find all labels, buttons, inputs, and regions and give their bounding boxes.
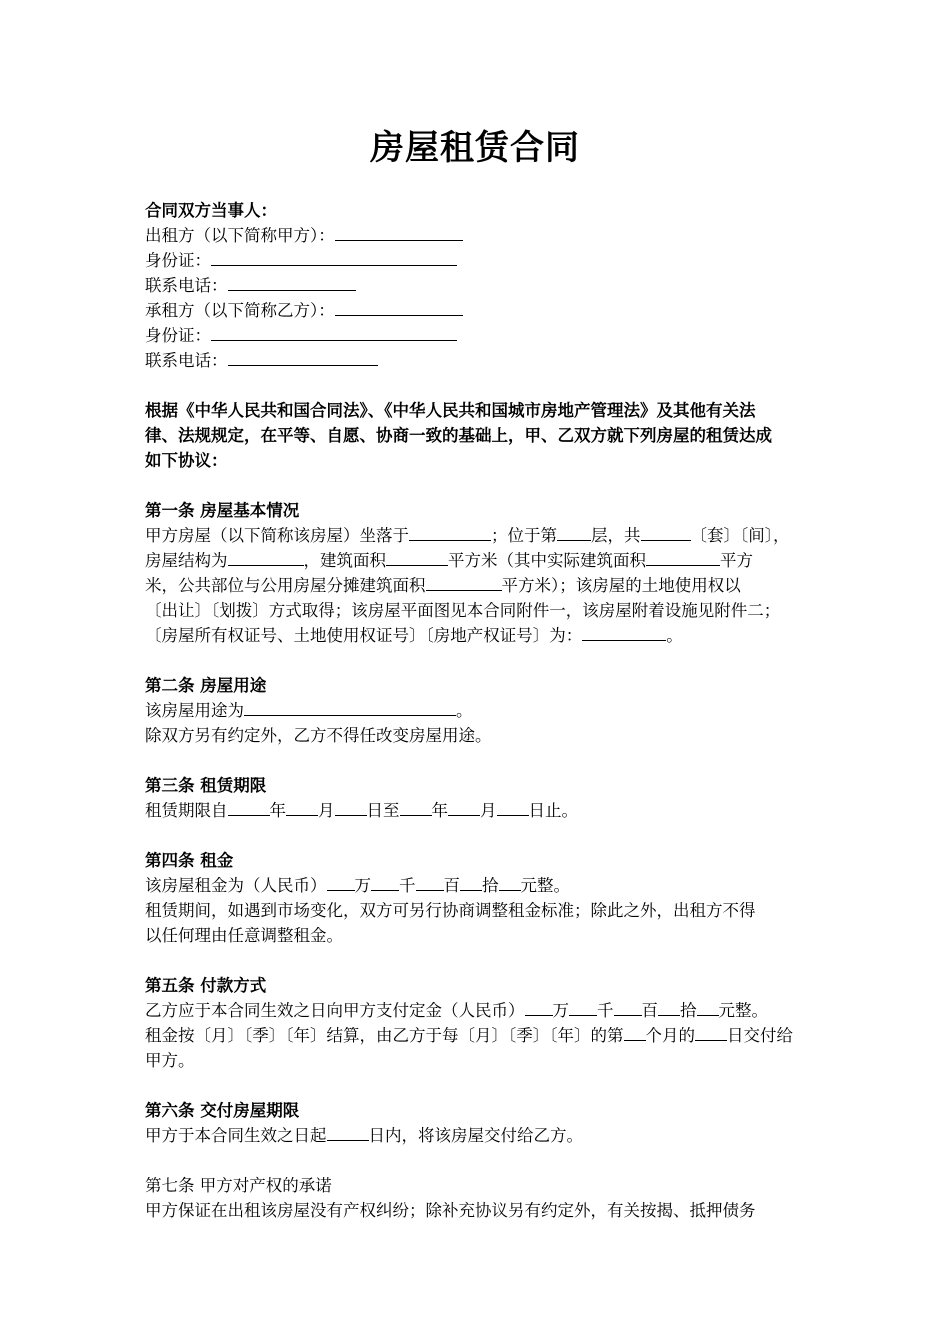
text: 年: [431, 801, 448, 820]
article-5-line-1: [145, 998, 865, 1023]
lessor-phone-line: [145, 273, 865, 298]
article-2-line-2: 除双方另有约定外，乙方不得任改变房屋用途。: [145, 726, 492, 745]
delivery-days-field[interactable]: [327, 1123, 369, 1141]
text: 房屋结构为: [145, 551, 228, 570]
text: 拾: [680, 1001, 697, 1020]
payment-day-field[interactable]: [695, 1023, 727, 1041]
deposit-bai-field[interactable]: [614, 998, 642, 1016]
article-4-line-1: [145, 873, 865, 898]
article-4-heading: 第四条 租金: [145, 851, 234, 870]
contract-title: 房屋租赁合同: [370, 128, 580, 168]
article-5-heading: 第五条 付款方式: [145, 976, 267, 995]
article-1-line-5: [145, 623, 865, 648]
text: 平方米（其中实际建筑面积: [448, 551, 646, 570]
location-field[interactable]: [409, 523, 491, 541]
lessee-name-field[interactable]: [335, 298, 463, 316]
text: 拾: [482, 876, 499, 895]
contract-body: [145, 198, 865, 1223]
text: 日止。: [528, 801, 578, 820]
text: 千: [597, 1001, 614, 1020]
article-2-heading: 第二条 房屋用途: [145, 676, 267, 695]
text: 万: [552, 1001, 569, 1020]
article-6-line-1: [145, 1123, 865, 1148]
text: 元整。: [520, 876, 570, 895]
article-7-line-1: 甲方保证在出租该房屋没有产权纠纷；除补充协议另有约定外，有关按揭、抵押债务: [145, 1201, 756, 1220]
structure-field[interactable]: [228, 548, 304, 566]
text: 〔房屋所有权证号、土地使用权证号〕〔房地产权证号〕为：: [145, 626, 583, 645]
article-4-line-2: 租赁期间，如遇到市场变化，双方可另行协商调整租金标准；除此之外，出租方不得: [145, 901, 756, 920]
text: 租金按〔月〕〔季〕〔年〕结算，由乙方于每〔月〕〔季〕〔年〕的第: [145, 1026, 624, 1045]
lessor-id-field[interactable]: [211, 248, 457, 266]
article-3-heading: 第三条 租赁期限: [145, 776, 267, 795]
text: 甲方于本合同生效之日起: [145, 1126, 327, 1145]
text: 〔套〕〔间〕，: [690, 526, 790, 545]
text: 日交付给: [727, 1026, 793, 1045]
lessor-line: [145, 223, 865, 248]
lessee-id-line: [145, 323, 865, 348]
text: 百: [641, 1001, 658, 1020]
deposit-yuan-field[interactable]: [697, 998, 719, 1016]
lessee-id-field[interactable]: [211, 323, 457, 341]
article-4-line-3: 以任何理由任意调整租金。: [145, 926, 343, 945]
deposit-qian-field[interactable]: [569, 998, 597, 1016]
text: ；位于第: [491, 526, 557, 545]
text: 乙方应于本合同生效之日向甲方支付定金（人民币）: [145, 1001, 525, 1020]
deposit-wan-field[interactable]: [525, 998, 553, 1016]
start-year-field[interactable]: [228, 798, 270, 816]
text: ，建筑面积: [303, 551, 386, 570]
actual-area-field[interactable]: [646, 548, 720, 566]
certificate-number-field[interactable]: [582, 623, 666, 641]
article-1-line-2: [145, 548, 865, 573]
article-2-line-1: [145, 698, 865, 723]
article-1-heading: 第一条 房屋基本情况: [145, 501, 300, 520]
article-5-line-3: 甲方。: [145, 1051, 195, 1070]
text: 租赁期限自: [145, 801, 228, 820]
preamble-line-2: 律、法规规定，在平等、自愿、协商一致的基础上，甲、乙双方就下列房屋的租赁达成: [145, 426, 772, 445]
article-7-heading: 第七条 甲方对产权的承诺: [145, 1176, 332, 1195]
text: 月: [318, 801, 335, 820]
text: 。: [456, 701, 473, 720]
lessor-id-label: 身份证：: [145, 251, 211, 270]
start-month-field[interactable]: [286, 798, 318, 816]
lessee-phone-label: 联系电话：: [145, 351, 228, 370]
building-area-field[interactable]: [386, 548, 448, 566]
end-day-field[interactable]: [497, 798, 529, 816]
total-floors-field[interactable]: [641, 523, 691, 541]
text: 该房屋租金为（人民币）: [145, 876, 327, 895]
text: 甲方房屋（以下简称该房屋）坐落于: [145, 526, 409, 545]
usage-field[interactable]: [244, 698, 456, 716]
rent-yuan-field[interactable]: [499, 873, 521, 891]
text: 月: [480, 801, 497, 820]
text: 。: [666, 626, 683, 645]
text: 日至: [366, 801, 400, 820]
shared-area-field[interactable]: [426, 573, 502, 591]
rent-wan-field[interactable]: [327, 873, 355, 891]
article-1-line-1: [145, 523, 865, 548]
article-5-line-2: [145, 1023, 865, 1048]
preamble-line-3: 如下协议：: [145, 451, 228, 470]
deposit-shi-field[interactable]: [658, 998, 680, 1016]
text: 平方: [720, 551, 753, 570]
lessee-phone-line: [145, 348, 865, 373]
article-1-line-3: [145, 573, 865, 598]
lessee-label: 承租方（以下简称乙方）：: [145, 301, 335, 320]
text: 个月的: [645, 1026, 695, 1045]
rent-qian-field[interactable]: [371, 873, 399, 891]
text: 平方米）；该房屋的土地使用权以: [501, 576, 741, 595]
start-day-field[interactable]: [335, 798, 367, 816]
article-1-line-4: 〔出让〕〔划拨〕方式取得；该房屋平面图见本合同附件一，该房屋附着设施见附件二；: [145, 601, 781, 620]
text: 万: [354, 876, 371, 895]
lessor-name-field[interactable]: [335, 223, 463, 241]
lessor-label: 出租方（以下简称甲方）：: [145, 226, 335, 245]
lessee-id-label: 身份证：: [145, 326, 211, 345]
article-6-heading: 第六条 交付房屋期限: [145, 1101, 300, 1120]
rent-shi-field[interactable]: [460, 873, 482, 891]
text: 千: [399, 876, 416, 895]
lessee-line: [145, 298, 865, 323]
rent-bai-field[interactable]: [416, 873, 444, 891]
end-month-field[interactable]: [448, 798, 480, 816]
end-year-field[interactable]: [400, 798, 432, 816]
text: 日内，将该房屋交付给乙方。: [368, 1126, 583, 1145]
parties-heading: 合同双方当事人：: [145, 201, 277, 220]
lessee-phone-field[interactable]: [228, 348, 378, 366]
text: 元整。: [718, 1001, 768, 1020]
lessor-phone-label: 联系电话：: [145, 276, 228, 295]
text: 层，共: [591, 526, 641, 545]
lessor-id-line: [145, 248, 865, 273]
text: 年: [269, 801, 286, 820]
text: 该房屋用途为: [145, 701, 244, 720]
payment-month-field[interactable]: [624, 1023, 646, 1041]
lessor-phone-field[interactable]: [228, 273, 356, 291]
preamble-line-1: 根据《中华人民共和国合同法》、《中华人民共和国城市房地产管理法》及其他有关法: [145, 401, 756, 420]
floor-field[interactable]: [557, 523, 591, 541]
text: 百: [443, 876, 460, 895]
article-3-line-1: [145, 798, 865, 823]
text: 米，公共部位与公用房屋分摊建筑面积: [145, 576, 426, 595]
